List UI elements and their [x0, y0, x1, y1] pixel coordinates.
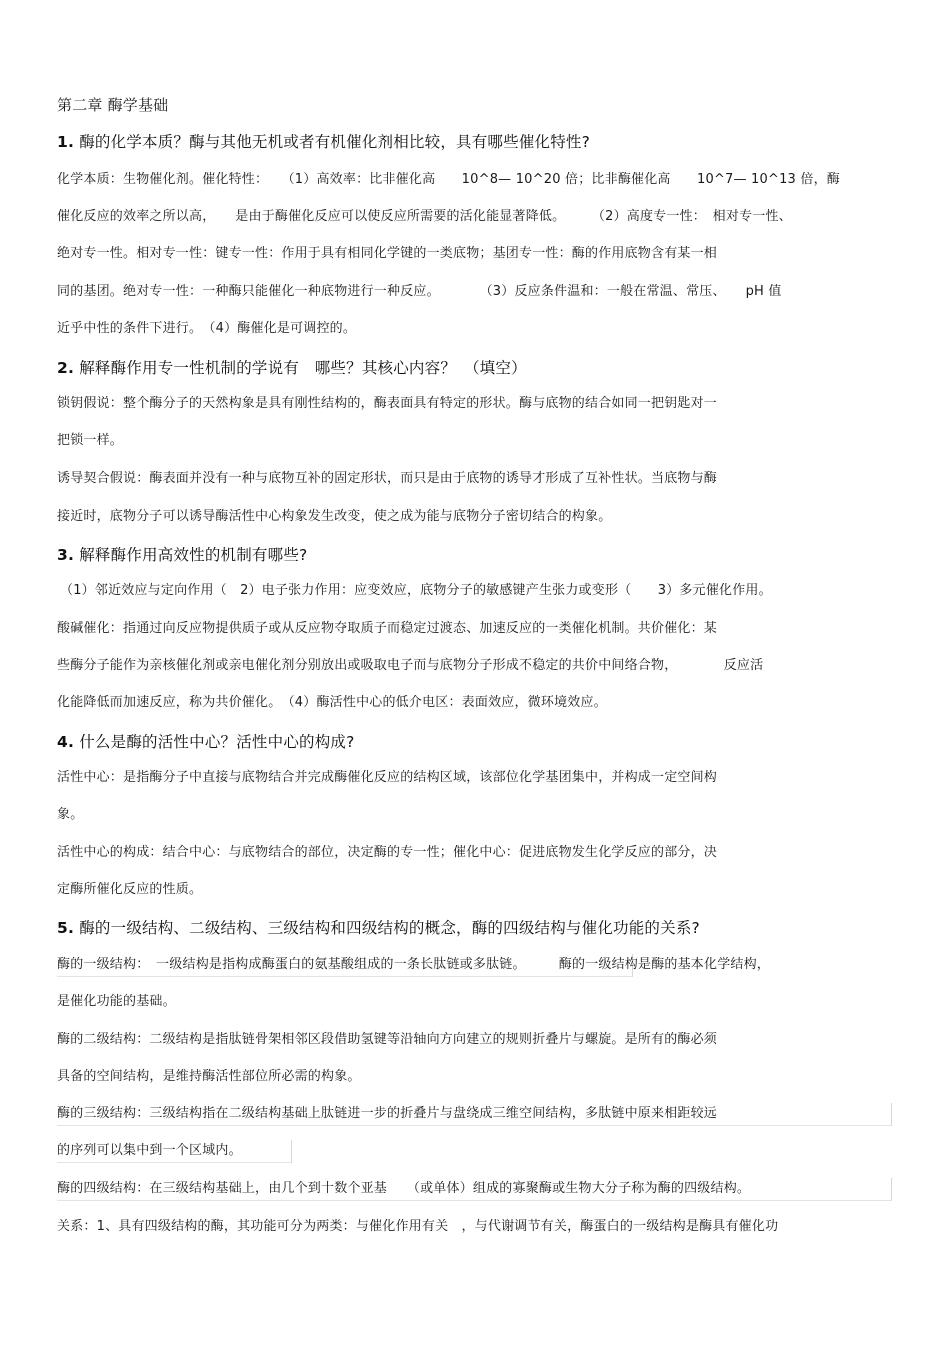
q2-paragraph-line: 锁钥假说：整个酶分子的天然构象是具有刚性结构的，酶表面具有特定的形状。酶与底物的结合如同一把钥匙对一 — [57, 396, 718, 411]
q4-paragraph-line: 活性中心：是指酶分子中直接与底物结合并完成酶催化反应的结构区域，该部位化学基团集中，并构成一定空间构 — [57, 770, 718, 785]
q2-paragraph-line: 诱导契合假说：酶表面并没有一种与底物互补的固定形状，而只是由于底物的诱导才形成了互补性状。当底物与酶 — [57, 471, 718, 486]
question-text: 解释酶作用高效性的机制有哪些? — [79, 546, 308, 564]
q3-paragraph-line: 酸碱催化：指通过向反应物提供质子或从反应物夺取质子而稳定过渡态、加速反应的一类催化机制。共价催化：某 — [57, 621, 718, 636]
q1-paragraph-line: 绝对专一性。相对专一性：键专一性：作用于具有相同化学键的一类底物；基团专一性：酶的作用底物含有某一相 — [57, 246, 718, 261]
q5-paragraph-line: 酶的二级结构：二级结构是指肽链骨架相邻区段借助氢键等沿轴向方向建立的规则折叠片与螺旋。是所有的酶必须 — [57, 1032, 718, 1047]
question-number: 2. — [57, 359, 75, 377]
q4-paragraph-line: 活性中心的构成：结合中心：与底物结合的部位，决定酶的专一性；催化中心：促进底物发生化学反应的部分，决 — [57, 845, 718, 860]
question-text: 什么是酶的活性中心？活性中心的构成? — [79, 733, 355, 751]
q3-paragraph-line: 化能降低而加速反应，称为共价催化。 （4）酶活性中心的低介电区：表面效应，微环境效应。 — [57, 695, 607, 710]
q1-paragraph-line: 催化反应的效率之所以高， 是由于酶催化反应可以使反应所需要的活化能显著降低。 （2）高度专一性： 相对专一性、 — [57, 209, 792, 224]
q5-paragraph-line: 具备的空间结构，是维持酶活性部位所必需的构象。 — [57, 1069, 361, 1084]
question-number: 3. — [57, 546, 75, 564]
q5-paragraph-line: 酶的一级结构： 一级结构是指构成酶蛋白的氨基酸组成的一条长肽链或多肽链。 酶的一级结构是酶的基本化学结构， — [57, 957, 771, 972]
question-text: 解释酶作用专一性机制的学说有 哪些？其核心内容？ （填空） — [79, 359, 527, 377]
q3-paragraph-line: 些酶分子能作为亲核催化剂或亲电催化剂分别放出或吸取电子而与底物分子形成不稳定的共价中间络合物， 反应活 — [57, 658, 764, 673]
q5-paragraph-line: 酶的四级结构：在三级结构基础上，由几个到十数个亚基 （或单体）组成的寡聚酶或生物大分子称为酶的四级结构。 — [57, 1181, 751, 1196]
question-4-heading — [57, 732, 355, 752]
q5-paragraph-line: 关系：1、具有四级结构的酶，其功能可分为两类：与催化作用有关 ，与代谢调节有关，酶蛋白的一级结构是酶具有催化功 — [57, 1219, 779, 1234]
question-5-heading — [57, 918, 700, 938]
q5-paragraph-line: 酶的三级结构：三级结构指在二级结构基础上肽链进一步的折叠片与盘绕成三维空间结构，多肽链中原来相距较远 — [57, 1106, 718, 1121]
chapter-title: 第二章 酶学基础 — [57, 96, 169, 114]
q5-paragraph-line: 是催化功能的基础。 — [57, 994, 176, 1009]
q2-paragraph-line: 把锁一样。 — [57, 433, 124, 448]
q1-paragraph-line: 同的基团。绝对专一性：一种酶只能催化一种底物进行一种反应。 （3）反应条件温和：一般在常温、常压、 pH 值 — [57, 284, 782, 299]
question-2-heading — [57, 358, 527, 378]
question-3-heading — [57, 545, 307, 565]
q1-paragraph-line: 化学本质：生物催化剂。催化特性： （1）高效率：比非催化高 10^8— 10^20 倍；比非酶催化高 10^7— 10^13 倍，酶 — [57, 172, 840, 187]
question-number: 1. — [57, 133, 75, 151]
q4-paragraph-line: 象。 — [57, 807, 84, 822]
question-1-heading — [57, 132, 590, 152]
q1-paragraph-line: 近乎中性的条件下进行。 （4）酶催化是可调控的。 — [57, 321, 357, 336]
question-number: 4. — [57, 733, 75, 751]
question-number: 5. — [57, 919, 75, 937]
q5-paragraph-line: 的序列可以集中到一个区域内。 — [57, 1143, 242, 1158]
question-text: 酶的化学本质？酶与其他无机或者有机催化剂相比较，具有哪些催化特性? — [79, 133, 591, 151]
q2-paragraph-line: 接近时，底物分子可以诱导酶活性中心构象发生改变，使之成为能与底物分子密切结合的构象。 — [57, 509, 612, 524]
q3-paragraph-line: （1）邻近效应与定向作用（ 2）电子张力作用：应变效应，底物分子的敏感键产生张力或变形（ 3）多元催化作用。 — [60, 583, 772, 598]
question-text: 酶的一级结构、二级结构、三级结构和四级结构的概念，酶的四级结构与催化功能的关系? — [79, 919, 700, 937]
q4-paragraph-line: 定酶所催化反应的性质。 — [57, 882, 203, 897]
